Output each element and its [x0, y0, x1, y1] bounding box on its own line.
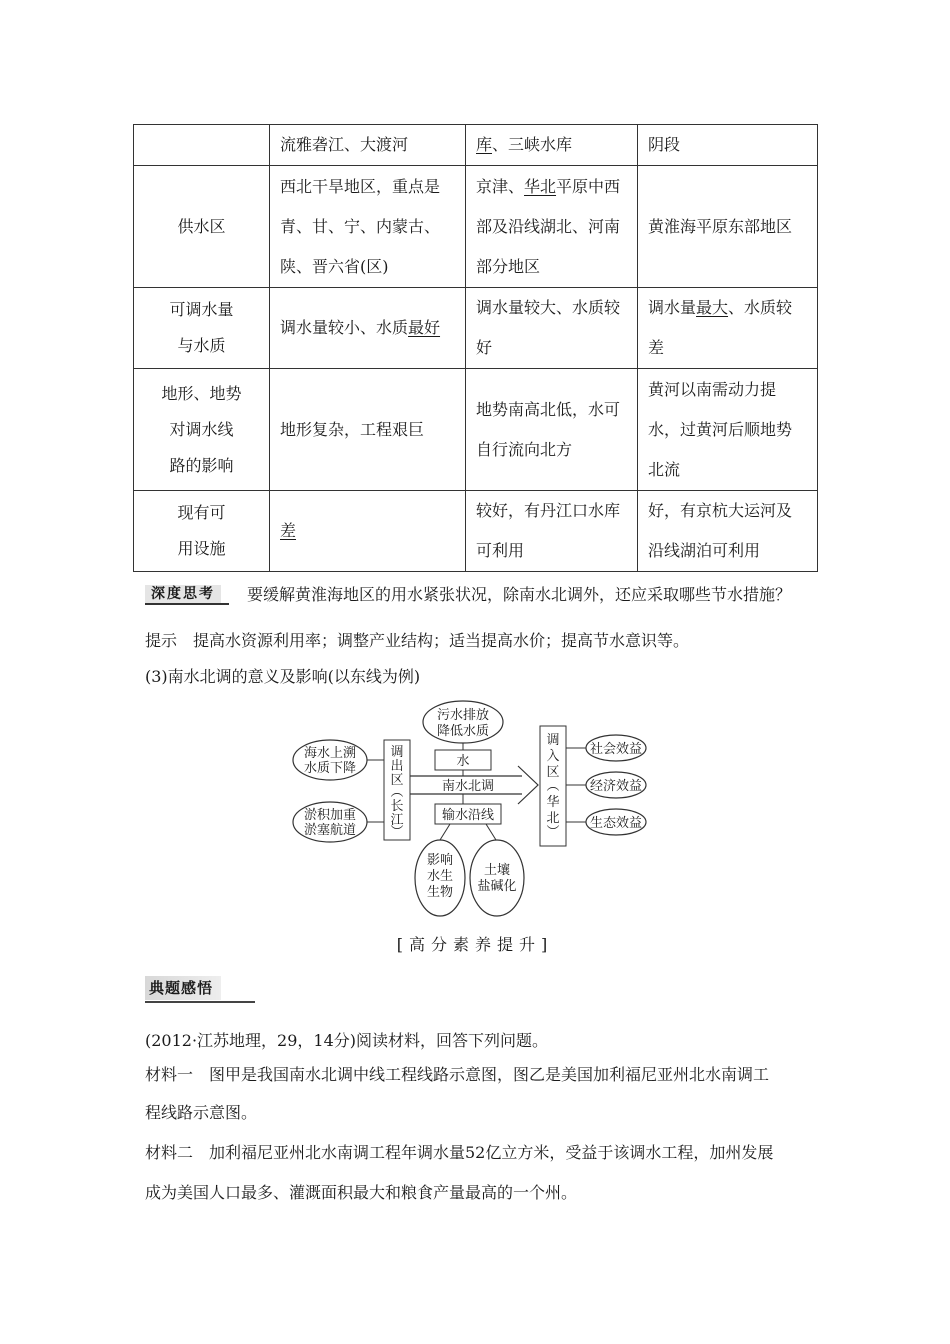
svg-text:调: 调 [546, 733, 560, 748]
material-two-line2: 成为美国人口最多、灌溉面积最大和粮食产量最高的一个州。 [145, 1183, 578, 1202]
svg-text:︶: ︶ [390, 825, 404, 840]
table-cell [134, 125, 270, 166]
table-cell: 西北干旱地区，重点是 青、甘、宁、内蒙古、 陕、晋六省(区) [270, 166, 466, 288]
svg-text:降低水质: 降低水质 [436, 724, 490, 739]
top-oval [423, 701, 503, 743]
svg-text:出: 出 [390, 759, 404, 774]
svg-text:生物: 生物 [426, 885, 454, 900]
right-oval-social [586, 735, 646, 761]
svg-text:︶: ︶ [546, 825, 560, 840]
svg-text:水质下降: 水质下降 [303, 761, 357, 776]
table-cell: 差 [270, 491, 466, 572]
svg-text:淤塞航道: 淤塞航道 [303, 823, 357, 838]
row-label: 现有可 用设施 [134, 491, 270, 572]
svg-text:水生: 水生 [426, 869, 454, 884]
row-label: 可调水量 与水质 [134, 288, 270, 369]
section-title: [高分素养提升] [396, 935, 554, 954]
svg-text:经济效益: 经济效益 [589, 779, 643, 794]
example-tag: 典题感悟 [145, 976, 235, 1002]
svg-text:输水沿线: 输水沿线 [441, 808, 495, 823]
material-one-line2: 程线路示意图。 [145, 1103, 258, 1122]
bottom-oval-biology [415, 840, 465, 916]
arrow-label: 南水北调 [441, 779, 495, 794]
svg-text:江: 江 [390, 813, 404, 828]
table-cell: 调水量最大、水质较 差 [638, 288, 818, 369]
table-row [134, 125, 818, 166]
material-one-line1: 材料一 图甲是我国南水北调中线工程线路示意图，图乙是美国加利福尼亚州北水南调工 [145, 1065, 770, 1084]
svg-text:盐碱化: 盐碱化 [477, 879, 517, 894]
left-oval-silt [293, 802, 367, 842]
water-diversion-table [133, 124, 818, 572]
row-label: 地形、地势 对调水线 路的影响 [134, 369, 270, 491]
deep-think-badge: 深度思考 [145, 583, 229, 605]
table-row [134, 369, 818, 491]
table-row [134, 166, 818, 288]
table-cell: 好，有京杭大运河及 沿线湖泊可利用 [638, 491, 818, 572]
right-oval-economic [586, 772, 646, 798]
material-two-line1: 材料二 加利福尼亚州北水南调工程年调水量52亿立方米，受益于该调水工程，加州发展 [145, 1143, 774, 1162]
table-cell: 地形复杂，工程艰巨 [270, 369, 466, 491]
svg-text:区: 区 [546, 765, 560, 780]
table-cell: 流雅砻江、大渡河 [270, 125, 466, 166]
svg-text:调: 调 [390, 745, 404, 760]
right-oval-ecological [586, 809, 646, 835]
svg-text:入: 入 [546, 749, 560, 764]
example-source: (2012·江苏地理，29，14分)阅读材料，回答下列问题。 [145, 1031, 549, 1050]
svg-text:︵: ︵ [390, 785, 404, 800]
svg-text:污水排放: 污水排放 [436, 708, 490, 723]
table-row [134, 288, 818, 369]
svg-text:淤积加重: 淤积加重 [303, 808, 357, 823]
svg-text:海水上溯: 海水上溯 [303, 746, 357, 761]
route-box [435, 804, 501, 824]
source-area-box [384, 740, 410, 840]
svg-text:︵: ︵ [546, 779, 560, 794]
subheading: (3)南水北调的意义及影响(以东线为例) [145, 667, 421, 686]
table-cell: 阴段 [638, 125, 818, 166]
table-row [134, 491, 818, 572]
svg-text:影响: 影响 [426, 853, 454, 868]
bottom-oval-soil [470, 840, 524, 916]
hint-text: 提示 提高水资源利用率；调整产业结构；适当提高水价；提高节水意识等。 [145, 631, 690, 650]
table-cell: 京津、华北平原中西 部及沿线湖北、河南 部分地区 [466, 166, 638, 288]
svg-text:土壤: 土壤 [483, 863, 511, 878]
svg-text:区: 区 [390, 773, 404, 788]
table-cell: 地势南高北低，水可 自行流向北方 [466, 369, 638, 491]
water-box [435, 750, 491, 770]
svg-text:华: 华 [546, 795, 560, 810]
svg-text:长: 长 [390, 799, 404, 814]
table-cell: 调水量较小、水质最好 [270, 288, 466, 369]
svg-text:水: 水 [456, 754, 470, 769]
table-cell: 调水量较大、水质较 好 [466, 288, 638, 369]
svg-text:生态效益: 生态效益 [589, 816, 643, 831]
table-cell: 黄淮海平原东部地区 [638, 166, 818, 288]
table-cell: 黄河以南需动力提 水，过黄河后顺地势 北流 [638, 369, 818, 491]
table-cell: 库、三峡水库 [466, 125, 638, 166]
row-label: 供水区 [134, 166, 270, 288]
destination-area-box [540, 726, 566, 846]
svg-text:社会效益: 社会效益 [589, 742, 643, 757]
impact-diagram [290, 700, 690, 920]
deep-think-question: 要缓解黄淮海地区的用水紧张状况，除南水北调外，还应采取哪些节水措施？ [247, 585, 792, 604]
svg-text:北: 北 [546, 811, 560, 826]
left-oval-seawater [293, 740, 367, 780]
table-cell: 较好，有丹江口水库 可利用 [466, 491, 638, 572]
